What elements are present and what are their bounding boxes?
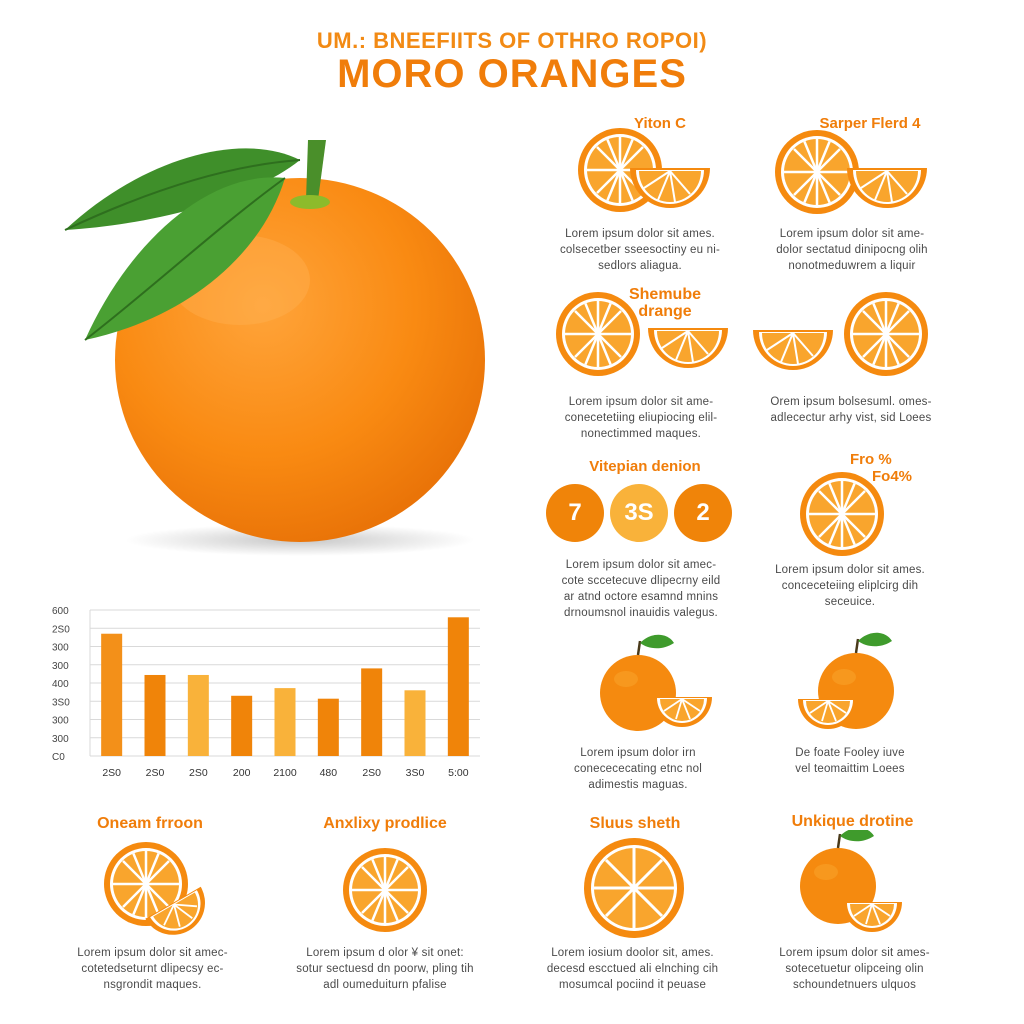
chart-y-tick-label: 300 bbox=[52, 660, 69, 672]
chart-x-tick-label: 2S0 bbox=[188, 767, 208, 779]
shemube-orange-slices-icon bbox=[550, 290, 740, 380]
chart-x-tick-label: 2100 bbox=[273, 767, 297, 779]
vitamin-c-orange-slices-icon bbox=[578, 128, 718, 218]
chart-y-tick-label: 2S0 bbox=[52, 624, 70, 636]
chart-bar bbox=[405, 690, 426, 756]
chart-x-tick-label: 480 bbox=[319, 767, 338, 779]
chart-x-ticks bbox=[102, 767, 468, 779]
chart-y-tick-label: 300 bbox=[52, 733, 69, 745]
bottom-1-orange-slices-icon bbox=[98, 838, 228, 938]
chart-x-tick-label: 3S0 bbox=[405, 767, 425, 779]
bottom-1-heading: Oneam frroon bbox=[97, 815, 203, 832]
whole-fruit-left-description: Lorem ipsum dolor irn conecececating etnc nol adimestis maguas. bbox=[574, 747, 702, 791]
bottom-1-description: Lorem ipsum dolor sit amec- cotetedseturnt dlipecsy ec- nsgrondit maques. bbox=[77, 947, 228, 991]
bottom-4-orange-with-slice-icon bbox=[790, 830, 915, 935]
chart-bar bbox=[101, 634, 122, 756]
bottom-4-heading: Unkique drotine bbox=[791, 813, 914, 830]
bottom-2-heading: Anxlixy prodlice bbox=[323, 815, 447, 832]
vitamin-c-heading: Yiton C bbox=[634, 115, 686, 132]
chart-y-tick-label: 300 bbox=[52, 642, 69, 654]
whole-fruit-right-description: De foate Fooley iuve vel teomaittim Loees bbox=[795, 747, 905, 775]
bottom-4-description: Lorem ipsum dolor sit ames- sotecetuetur olipceing olin schoundetnuers ulquos bbox=[779, 947, 930, 991]
chart-bar bbox=[145, 675, 166, 756]
bottom-3-description: Lorem iosium doolor sit, ames. decesd escctued ali elnching cih mosumcal pociind it peuase bbox=[546, 947, 719, 991]
vitamin-c-description: Lorem ipsum dolor sit ames. colsecetber sseesoctiny eu ni- sedlors aliagua. bbox=[559, 228, 721, 272]
bottom-3-orange-slice-icon bbox=[582, 836, 686, 940]
sarper-flerd-orange-slices-icon bbox=[775, 128, 935, 218]
fro-heading: Fro % Fo4% bbox=[850, 451, 913, 485]
chart-x-tick-label: 5:00 bbox=[448, 767, 469, 779]
bar-chart bbox=[50, 598, 490, 788]
chart-bar bbox=[318, 699, 339, 756]
chart-x-tick-label: 200 bbox=[232, 767, 251, 779]
chart-bar bbox=[231, 696, 252, 756]
chart-y-ticks bbox=[52, 606, 70, 763]
chart-y-tick-label: 400 bbox=[52, 679, 69, 690]
badge-7: 7 bbox=[546, 484, 604, 542]
fro-description: Lorem ipsum dolor sit ames. conceceteiing eliplcirg dih seceuice. bbox=[775, 564, 925, 608]
page-subtitle: UM.: BNEEFIITS OF OTHRO ROPOI) bbox=[316, 28, 708, 53]
chart-bars bbox=[101, 617, 469, 756]
orange-with-slice-icon bbox=[790, 625, 920, 735]
sarper-flerd-description: Lorem ipsum dolor sit ame- dolor sectatud dinipocng olih nonotmeduwrem a liquir bbox=[776, 228, 928, 272]
chart-bar bbox=[188, 675, 209, 756]
chart-y-tick-label: 600 bbox=[52, 606, 69, 617]
sarper-flerd-heading: Sarper Flerd 4 bbox=[819, 115, 921, 132]
chart-y-tick-label: C0 bbox=[52, 752, 65, 763]
bottom-2-description: Lorem ipsum d olor ¥ sit onet: sotur sectuesd dn poorw, pling tih adl oumeduiturn pfalise bbox=[296, 947, 474, 991]
orem-description: Orem ipsum bolsesuml. omes- adlecectur arhy vist, sid Loees bbox=[770, 396, 932, 424]
shemube-heading: Shemube drange bbox=[628, 286, 701, 320]
bottom-3-heading: Sluus sheth bbox=[589, 815, 681, 832]
vitepian-heading: Vitepian denion bbox=[589, 458, 701, 475]
badge-3s: 3S bbox=[610, 484, 668, 542]
chart-y-tick-label: 3S0 bbox=[52, 697, 70, 709]
vitepian-description: Lorem ipsum dolor sit amec- cote sccetecuve dlipecrny eild ar atnd octore esamnd mnins drnoumsnol inauidis valegus. bbox=[561, 559, 721, 619]
chart-bar bbox=[448, 617, 469, 756]
whole-orange-with-slice-icon bbox=[590, 625, 720, 735]
hero-orange-illustration bbox=[60, 130, 500, 560]
bottom-2-orange-slice-icon bbox=[338, 843, 432, 937]
chart-bar bbox=[361, 668, 382, 756]
badge-2: 2 bbox=[674, 484, 732, 542]
chart-x-tick-label: 2S0 bbox=[362, 767, 382, 779]
page-title: MORO ORANGES bbox=[337, 52, 687, 96]
shemube-description: Lorem ipsum dolor sit ame- conecetetiing eliupiocing elil- nonectimmed maques. bbox=[564, 396, 718, 440]
chart-x-tick-label: 2S0 bbox=[102, 767, 122, 779]
fro-orange-slice-icon bbox=[800, 472, 884, 556]
chart-x-tick-label: 2S0 bbox=[145, 767, 165, 779]
orem-orange-slices-icon bbox=[748, 290, 938, 380]
chart-y-tick-label: 300 bbox=[52, 715, 69, 727]
chart-bar bbox=[275, 688, 296, 756]
